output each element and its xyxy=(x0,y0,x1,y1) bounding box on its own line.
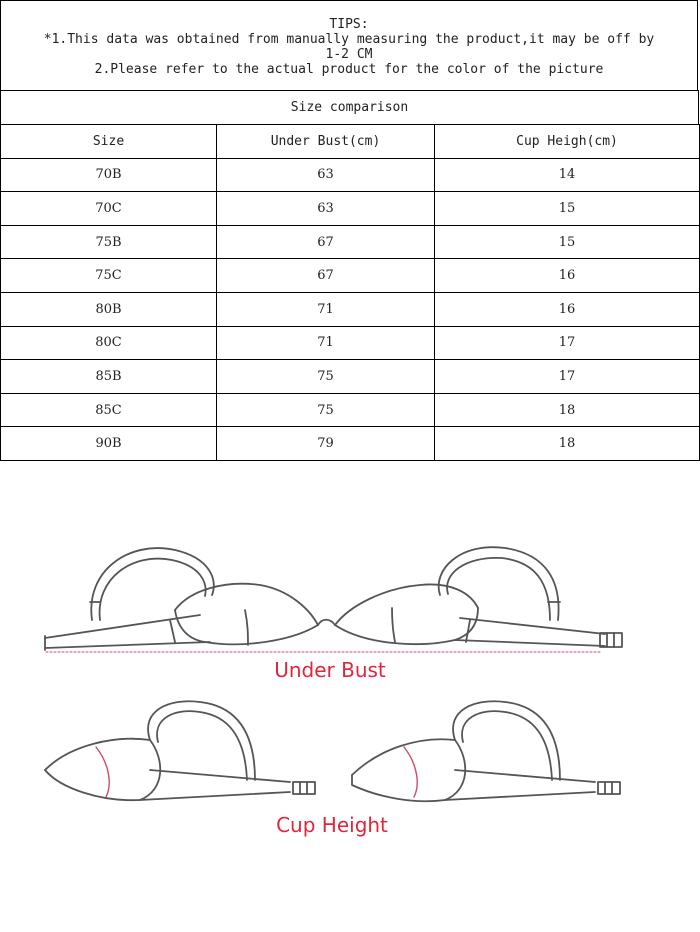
cup-height-label: Cup Height xyxy=(276,813,388,837)
cell-size: 85C xyxy=(1,393,217,427)
header-cup-height: Cup Heigh(cm) xyxy=(435,125,700,159)
table-row xyxy=(1,292,700,326)
cell-under-bust: 75 xyxy=(217,360,435,394)
tips-line-1b: 1-2 CM xyxy=(325,47,373,62)
cell-size: 80C xyxy=(1,326,217,360)
table-row xyxy=(1,192,700,226)
cup-height-measure-right xyxy=(404,747,417,797)
tips-line-2: 2.Please refer to the actual product for the color of the picture xyxy=(94,62,604,77)
table-row xyxy=(1,360,700,394)
cell-under-bust: 71 xyxy=(217,292,435,326)
cell-cup-height: 17 xyxy=(435,326,700,360)
cell-cup-height: 17 xyxy=(435,360,700,394)
cell-cup-height: 16 xyxy=(435,292,700,326)
size-table-section xyxy=(0,90,700,461)
cell-under-bust: 63 xyxy=(217,192,435,226)
cell-cup-height: 14 xyxy=(435,158,700,192)
cell-size: 75B xyxy=(1,225,217,259)
cell-cup-height: 15 xyxy=(435,225,700,259)
cell-size: 70B xyxy=(1,158,217,192)
cell-cup-height: 18 xyxy=(435,393,700,427)
cell-under-bust: 75 xyxy=(217,393,435,427)
cell-cup-height: 16 xyxy=(435,259,700,293)
bra-front-illustration xyxy=(45,547,622,650)
table-row xyxy=(1,259,700,293)
cell-size: 90B xyxy=(1,427,217,461)
cell-under-bust: 63 xyxy=(217,158,435,192)
cell-under-bust: 79 xyxy=(217,427,435,461)
table-row xyxy=(1,393,700,427)
header-size: Size xyxy=(1,125,217,159)
header-under-bust: Under Bust(cm) xyxy=(217,125,435,159)
cell-size: 80B xyxy=(1,292,217,326)
cell-under-bust: 71 xyxy=(217,326,435,360)
cell-cup-height: 15 xyxy=(435,192,700,226)
cell-under-bust: 67 xyxy=(217,259,435,293)
size-table-caption: Size comparison xyxy=(0,90,699,124)
table-header-row xyxy=(1,125,700,159)
table-row xyxy=(1,427,700,461)
table-row xyxy=(1,225,700,259)
cell-size: 70C xyxy=(1,192,217,226)
cell-under-bust: 67 xyxy=(217,225,435,259)
cell-cup-height: 18 xyxy=(435,427,700,461)
table-row xyxy=(1,158,700,192)
tips-line-1: *1.This data was obtained from manually measuring the product,it may be off by xyxy=(43,32,655,47)
cell-size: 85B xyxy=(1,360,217,394)
tips-box xyxy=(0,0,698,90)
under-bust-label: Under Bust xyxy=(274,658,386,682)
bra-side-illustration-left xyxy=(45,701,315,800)
cell-size: 75C xyxy=(1,259,217,293)
table-row xyxy=(1,326,700,360)
cup-height-measure-left xyxy=(96,747,109,797)
tips-title: TIPS: xyxy=(329,17,369,32)
measurement-diagram xyxy=(0,470,700,932)
size-table xyxy=(0,124,700,461)
bra-side-illustration-right xyxy=(352,701,620,801)
